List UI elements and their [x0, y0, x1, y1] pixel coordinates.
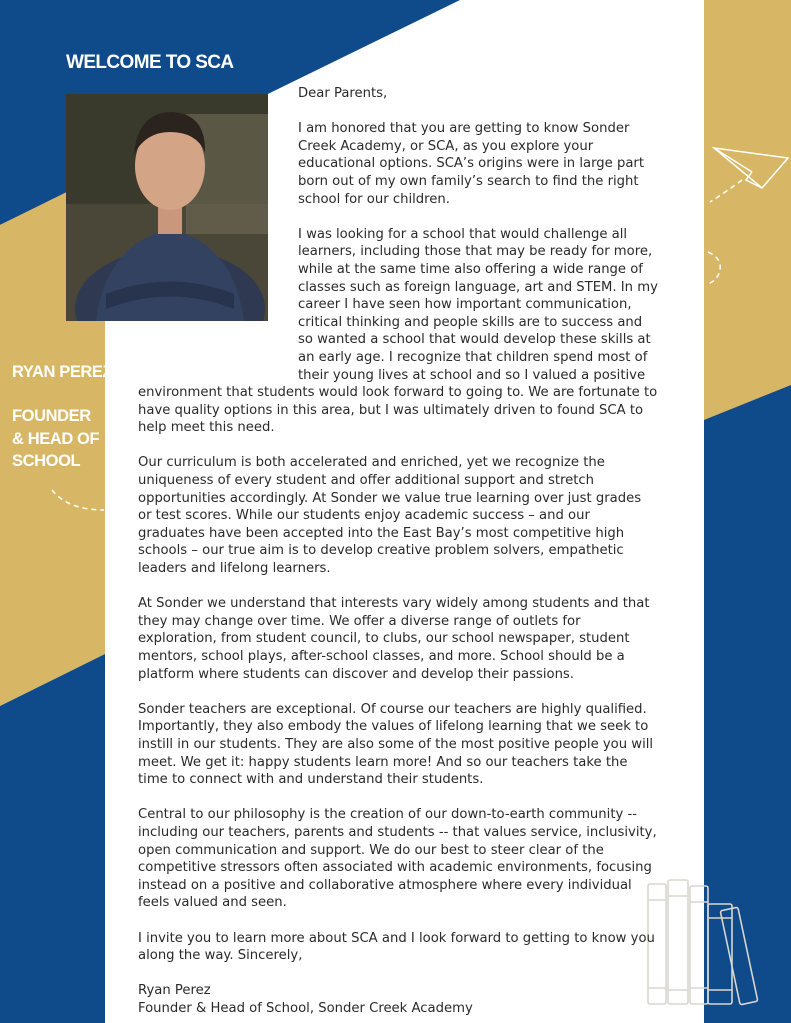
signature-block — [138, 982, 658, 1017]
photo-wrap-spacer — [138, 120, 298, 370]
paper-plane-icon — [706, 140, 791, 290]
signature-name: Ryan Perez — [138, 983, 211, 999]
letter-paragraph: Sonder teachers are exceptional. Of course our teachers are highly qualified. Importantly, they also embody the values of lifelong learning that we seek to instill in our students. They are also some of the most positive people you will meet. We get it: happy students learn more! And so our teachers take the time to connect with and understand their students. — [138, 701, 654, 788]
letter-paragraph: I am honored that you are getting to know Sonder Creek Academy, or SCA, as you explore your educational options. SCA’s origins were in large part born out of my own family’s search to find the right school for our children. — [298, 121, 644, 207]
signature-title: Founder & Head of School, Sonder Creek Academy — [138, 1000, 473, 1016]
letter-paragraph: Our curriculum is both accelerated and enriched, yet we recognize the uniqueness of every student and offer additional support and stretch opportunities accordingly. At Sonder we value true learning over just grades or test scores. While our students enjoy academic success – and our graduates have been accepted into the East Bay’s most competitive high schools – our true aim is to develop creative problem solvers, empathetic leaders and lifelong learners. — [138, 455, 642, 577]
letter-body — [138, 85, 658, 1017]
letter-paragraph: At Sonder we understand that interests vary widely among students and that they may change over time. We offer a diverse range of outlets for exploration, from student council, to clubs, our school newspaper, student mentors, school plays, after-school classes, and more. School should be a platform where students can discover and develop their passions. — [138, 596, 650, 682]
books-icon — [642, 878, 782, 1008]
letter-paragraph: Central to our philosophy is the creation of our down-to-earth community -- including our teachers, parents and students -- that values service, inclusivity, open communication and support. We do our best to steer clear of the competitive stressors often associated with academic environments, focusing instead on a positive and collaborative atmosphere where every individual feels valued and seen. — [138, 807, 657, 911]
letter-paragraph: I invite you to learn more about SCA and I look forward to getting to know you along the way. Sincerely, — [138, 930, 655, 964]
page-heading: WELCOME TO SCA — [66, 52, 234, 73]
left-lower-navy — [0, 654, 105, 1023]
dashed-curve-decoration — [48, 486, 108, 516]
letter-paragraph: I was looking for a school that would challenge all learners, including those that may be ready for more, while at the same time also offering a wide range of classes such as foreign language, art and STEM. In my career I have seen how important communication, critical thinking and people skills are to success and so wanted a school that would develop these skills at an early age. I recognize that children spend most of their young lives at school and so I valued a positive environment that students would look forward to going to. We are fortunate to have quality options in this area, but I was ultimately driven to found SCA to help meet this need. — [138, 226, 658, 436]
sidebar-role: FOUNDER & HEAD OF SCHOOL — [12, 407, 100, 470]
letter-greeting: Dear Parents, — [298, 86, 388, 101]
sidebar-name: RYAN PEREZ — [12, 363, 113, 381]
